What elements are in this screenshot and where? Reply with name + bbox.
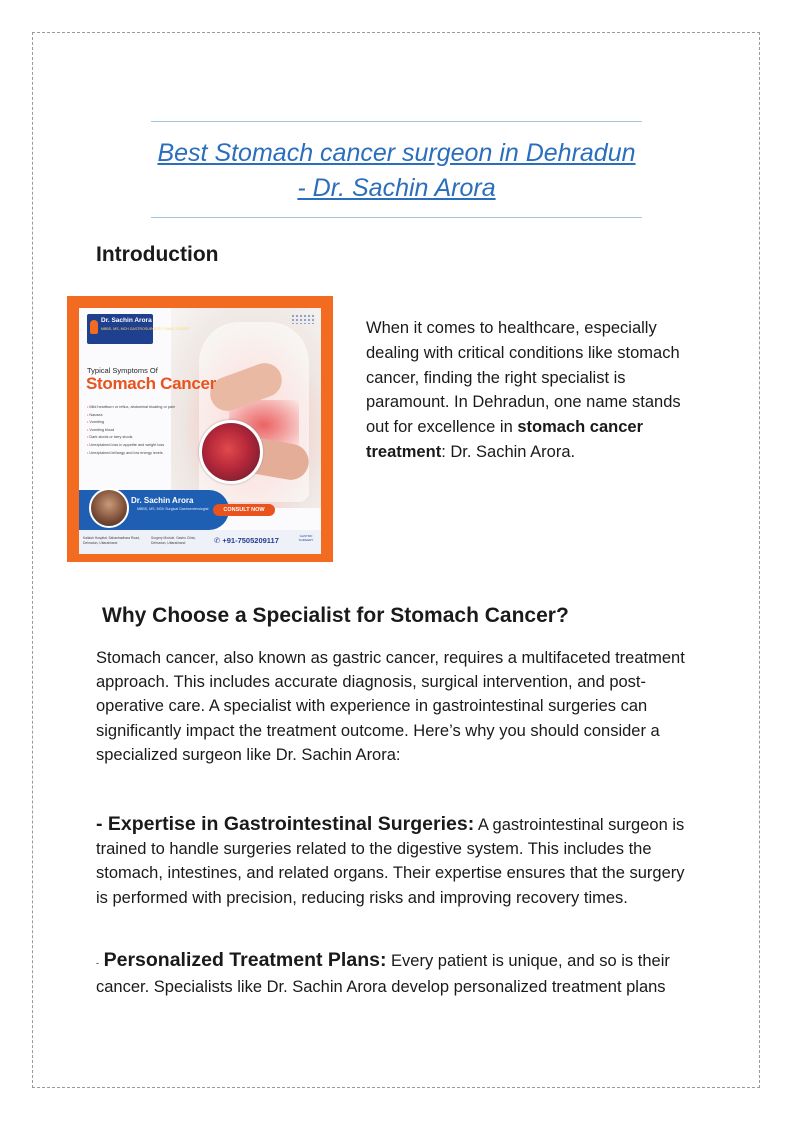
symptom-item: • Nausea [87,412,205,420]
doctor-name: Dr. Sachin Arora [131,496,194,505]
symptom-item: • Vomiting [87,419,205,427]
title-rule-top [151,121,642,122]
doctor-credentials: MBBS, MS, MCh Surgical Gastroenterologist [137,507,209,511]
address-1: Kailash Hospital, Sahastradhara Road, Dehradun, Uttarakhand [83,536,140,545]
poster-logo: Dr. Sachin Arora MBBS, MS, MCH GASTROSURGERY, FMAS, FIAGES [87,314,153,344]
why-specialist-paragraph: Stomach cancer, also known as gastric cancer, requires a multifaceted treatment approach. This includes accurate diagnosis, surgical intervention, and post-operative care. A specialist with experience in gastrointestinal surgeries can significantly impact the treatment outcome. Here’s why you should consider a specialized surgeon like Dr. Sachin Arora: [96,649,685,764]
symptom-item: • Vomiting blood [87,427,205,435]
consult-now-button: CONSULT NOW [213,504,275,516]
phone-number: ✆ +91-7505209117 [214,536,279,545]
poster-inner [79,308,321,554]
page-title[interactable]: Best Stomach cancer surgeon in Dehradun - Dr. Sachin Arora [157,139,636,202]
dots-pattern-icon [291,314,315,324]
poster-headline: Stomach Cancer [86,374,216,393]
stomach-cancer-poster-image [67,296,333,562]
footer-logo-icon: GASTRO SURGERY [298,534,314,542]
expertise-lead: - Expertise in Gastrointestinal Surgeries: [96,813,475,835]
personalized-plans-point: - Personalized Treatment Plans: Every patient is unique, and so is their cancer. Specialists like Dr. Sachin Arora develop personalized treatment plans [96,949,670,997]
poster-subtitle: Typical Symptoms Of [87,366,158,375]
symptom-item: • Mild heartburn or reflux, abdominal bloating or pain [87,404,205,412]
why-specialist-heading: Why Choose a Specialist for Stomach Cancer? [102,604,569,627]
stomach-illustration-icon [199,420,263,484]
poster-footer [79,530,321,554]
symptom-list [87,404,205,457]
doctor-avatar [89,488,129,528]
introduction-paragraph: When it comes to healthcare, especially dealing with critical conditions like stomach cancer, finding the right specialist is paramount. In Dehradun, one name stands out for excellence in stomach cancer treatment: Dr. Sachin Arora. [366,319,681,461]
expertise-point: - Expertise in Gastrointestinal Surgeries: A gastrointestinal surgeon is trained to handle surgeries related to the digestive system. This includes the stomach, intestines, and related organs. Their expertise ensures that the surgery is performed with precision, reducing risks and improving recovery times. [96,813,685,907]
symptom-item: • Unexplained loss in appetite and weight loss [87,442,205,450]
stomach-logo-icon [90,320,98,334]
title-rule-bottom [151,217,642,218]
symptom-item: • Dark stools or tarry stools [87,434,205,442]
personalized-plans-lead: Personalized Treatment Plans: [103,949,387,971]
introduction-heading: Introduction [96,243,219,266]
address-2: Surgery Module, Gastro Clinic, Dehradun, Uttarakhand [151,536,196,545]
symptom-item: • Unexplained lethargy and low energy levels [87,450,205,458]
